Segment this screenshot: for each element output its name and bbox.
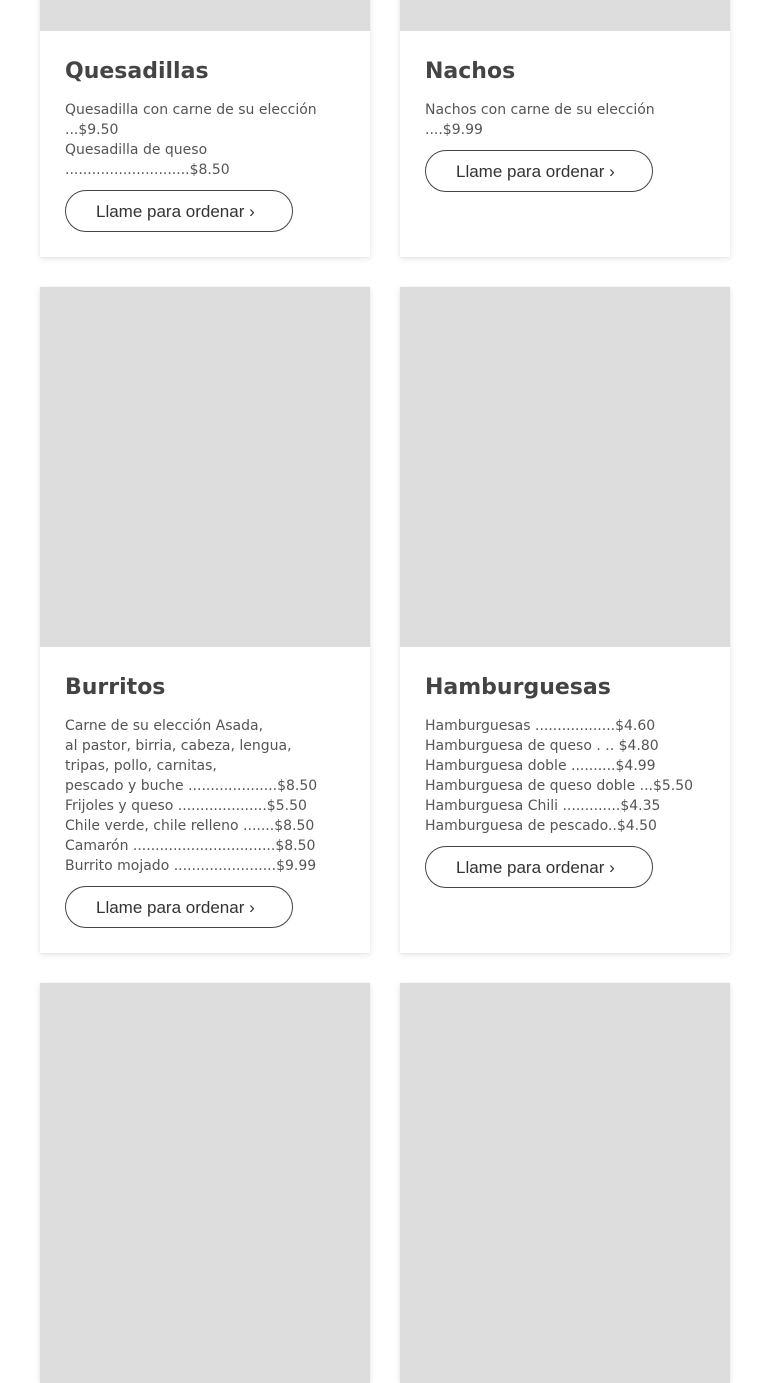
menu-card-image xyxy=(400,0,730,31)
menu-card-title: Hamburguesas xyxy=(425,675,611,700)
menu-card-image xyxy=(400,287,730,647)
menu-card-body xyxy=(400,31,730,217)
menu-card-hamburguesas xyxy=(400,287,730,953)
menu-card-title: Quesadillas xyxy=(65,59,209,84)
menu-card-quesadillas xyxy=(40,0,370,257)
menu-card-image xyxy=(40,983,370,1383)
menu-card-image xyxy=(40,0,370,31)
menu-card-partial xyxy=(400,983,730,1383)
menu-card-body xyxy=(40,647,370,953)
call-to-order-button[interactable]: Llame para ordenar › xyxy=(425,150,653,192)
menu-card-image xyxy=(400,983,730,1383)
menu-card-description: Nachos con carne de su elección ....$9.99 xyxy=(425,102,655,138)
menu-card-description: Hamburguesas ..................$4.60 Hamburguesa de queso . .. $4.80 Hamburguesa doble ..........$4.99 Hamburguesa de queso doble ...$5.50 Hamburguesa Chili .............$4.35 Hamburguesa de pescado..$4.50 xyxy=(425,718,694,834)
menu-card-partial xyxy=(40,983,370,1383)
menu-card-burritos xyxy=(40,287,370,953)
menu-card-title: Burritos xyxy=(65,675,166,700)
menu-card-description: Carne de su elección Asada, al pastor, birria, cabeza, lengua, tripas, pollo, carnitas, pescado y buche ....................$8.50 Frijoles y queso ....................$5.50 Chile verde, chile relleno .......$8.50 Camarón ................................$8.50 Burrito mojado .......................$9.99 xyxy=(65,718,318,874)
menu-card-title: Nachos xyxy=(425,59,516,84)
call-to-order-button[interactable]: Llame para ordenar › xyxy=(65,190,293,232)
call-to-order-button[interactable]: Llame para ordenar › xyxy=(425,846,653,888)
call-to-order-button[interactable]: Llame para ordenar › xyxy=(65,886,293,928)
menu-card-body xyxy=(400,647,730,913)
menu-card-body xyxy=(40,31,370,257)
menu-card-description: Quesadilla con carne de su elección ...$9.50 Quesadilla de queso ............................$8.50 xyxy=(65,102,317,178)
menu-card-nachos xyxy=(400,0,730,257)
menu-card-image xyxy=(40,287,370,647)
